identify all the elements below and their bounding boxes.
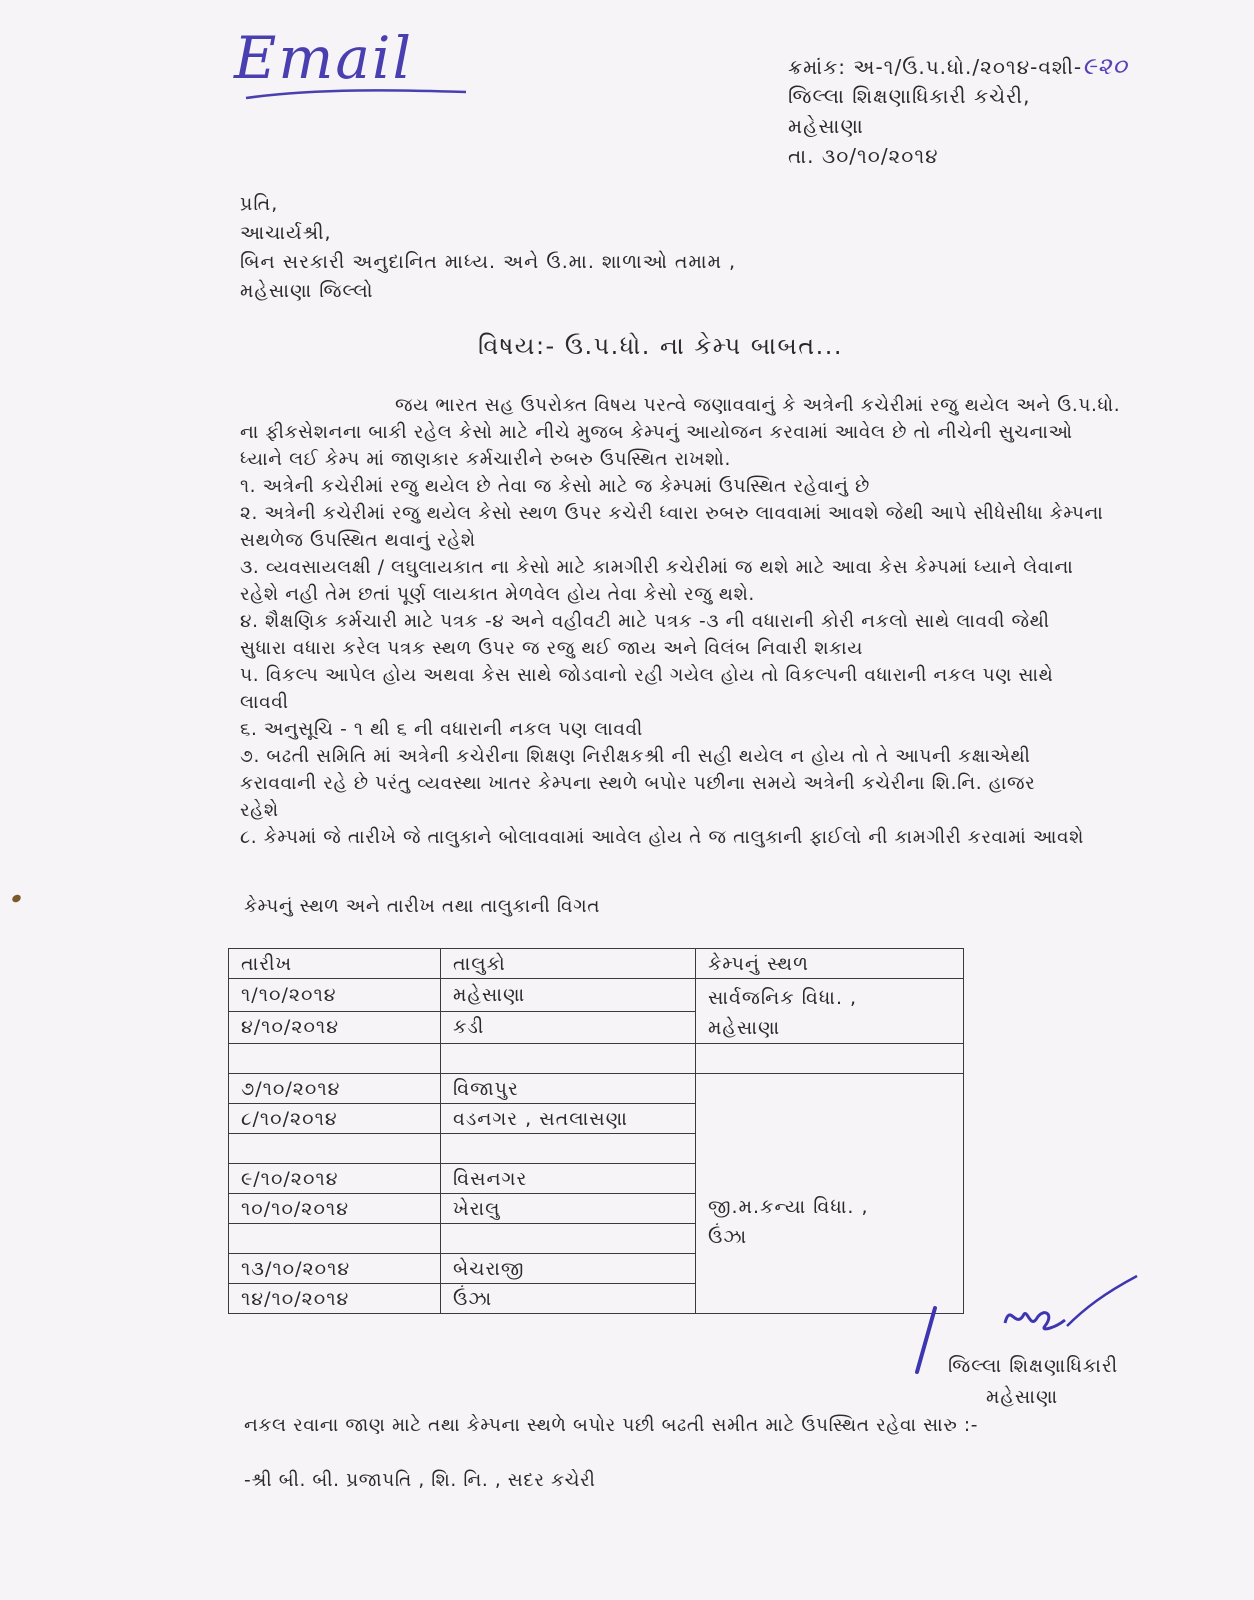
cell-date (229, 1044, 441, 1074)
intro-line: જય ભારત સહ ઉપરોક્ત વિષય પરત્વે જણાવવાનું કે અત્રેની કચેરીમાં રજુ થયેલ અને ઉ.પ.ધો. (395, 395, 1121, 416)
instruction-line: ૨. અત્રેની કચેરીમાં રજુ થયેલ કેસો સ્થળ ઉપર કચેરી ધ્વારા રુબરુ લાવવામાં આવશે જેથી આપે સીધેસીધા કેમ્પના (240, 503, 1104, 524)
camp-place-line: મહેસાણા (708, 1017, 781, 1039)
header-camp-place: કેમ્પનું સ્થળ (696, 949, 964, 979)
table-caption: કેમ્પનું સ્થળ અને તારીખ તથા તાલુકાની વિગત (244, 896, 601, 917)
cell-date (229, 1134, 441, 1164)
email-stamp (228, 10, 478, 105)
cell-camp-place-empty (696, 1044, 964, 1074)
ink-mark (11, 893, 22, 904)
copy-note: નકલ રવાના જાણ માટે તથા કેમ્પના સ્થળે બપોર પછી બઢતી સમીત માટે ઉપસ્થિત રહેવા સારુ :- (244, 1415, 979, 1436)
cell-date: ૪/૧૦/૨૦૧૪ (229, 1011, 441, 1044)
camp-schedule-table (228, 948, 964, 1314)
instruction-line: ૪. શૈક્ષણિક કર્મચારી માટે પત્રક -૪ અને વહીવટી માટે પત્રક -૩ ની વધારાની કોરી નકલો સાથે લાવવી જેથી (240, 611, 1050, 632)
email-handwriting: Email (234, 24, 414, 92)
instruction-line: ૧. અત્રેની કચેરીમાં રજુ થયેલ છે તેવા જ કેસો માટે જ કેમ્પમાં ઉપસ્થિત રહેવાનું છે (240, 476, 870, 497)
office-city: મહેસાણા (788, 114, 864, 138)
instruction-line: લાવવી (240, 692, 289, 713)
table-row-spacer (229, 1044, 964, 1074)
instruction-line: ૭. બઢતી સમિતિ માં અત્રેની કચેરીના શિક્ષણ નિરીક્ષકશ્રી ની સહી થયેલ ન હોય તો તે આપની કક્ષાએથી (240, 746, 1031, 767)
cell-taluka (441, 1134, 696, 1164)
cell-taluka: વડનગર , સતલાસણા (441, 1104, 696, 1134)
camp-place-line: જી.મ.કન્યા વિધા. , (708, 1196, 869, 1218)
cell-date: ૧/૧૦/૨૦૧૪ (229, 979, 441, 1012)
cell-date: ૯/૧૦/૨૦૧૪ (229, 1164, 441, 1194)
instruction-line: સુધારા વધારા કરેલ પત્રક સ્થળ ઉપર જ રજુ થઈ જાય અને વિલંબ નિવારી શકાય (240, 638, 863, 659)
signatory-city: મહેસાણા (986, 1386, 1059, 1408)
recipient-line: બિન સરકારી અનુદાનિત માધ્ય. અને ઉ.મા. શાળાઓ તમામ , (240, 251, 737, 273)
instruction-line: ૫. વિકલ્પ આપેલ હોય અથવા કેસ સાથે જોડવાનો રહી ગયેલ હોય તો વિકલ્પની વધારાની નકલ પણ સાથે (240, 665, 1054, 686)
table-row (229, 1074, 964, 1104)
cell-date: ૧૪/૧૦/૨૦૧૪ (229, 1284, 441, 1314)
instruction-line: કરાવવાની રહે છે પરંતુ વ્યવસ્થા ખાતર કેમ્પના સ્થળે બપોર પછીના સમયે અત્રેની કચેરીના શિ.નિ. હાજર (240, 773, 1036, 794)
instruction-line: સથળેજ ઉપસ્થિત થવાનું રહેશે (240, 530, 476, 551)
cell-date: ૧૦/૧૦/૨૦૧૪ (229, 1194, 441, 1224)
instruction-line: ૬. અનુસૂચિ - ૧ થી ૬ ની વધારાની નકલ પણ લાવવી (240, 719, 643, 740)
office-name: જિલ્લા શિક્ષણાધિકારી કચેરી, (788, 84, 1031, 108)
intro-line: ધ્યાને લઈ કેમ્પ માં જાણકાર કર્મચારીને રુબરુ ઉપસ્થિત રાખશો. (240, 449, 732, 470)
reference-line (788, 52, 1128, 81)
signatory-title: જિલ્લા શિક્ષણાધિકારી (948, 1355, 1119, 1377)
table-header-row (229, 949, 964, 979)
cell-camp-place-1 (696, 979, 964, 1044)
recipient-line: મહેસાણા જિલ્લો (240, 280, 374, 302)
cell-taluka: મહેસાણા (441, 979, 696, 1012)
letter-date: તા. ૩૦/૧૦/૨૦૧૪ (788, 144, 939, 168)
instruction-line: ૩. વ્યવસાયલક્ષી / લઘુલાયકાત ના કેસો માટે કામગીરી કચેરીમાં જ થશે માટે આવા કેસ કેમ્પમાં ધ્યાને લેવાના (240, 557, 1074, 578)
cell-taluka (441, 1224, 696, 1254)
cell-taluka: ખેરાલુ (441, 1194, 696, 1224)
cc-line: -શ્રી બી. બી. પ્રજાપતિ , શિ. નિ. , સદર કચેરી (244, 1470, 596, 1491)
instruction-line: રહેશે નહી તેમ છતાં પૂર્ણ લાયકાત મેળવેલ હોય તેવા કેસો રજુ થશે. (240, 584, 755, 605)
cell-date: ૭/૧૦/૨૦૧૪ (229, 1074, 441, 1104)
reference-prefix: ક્રમાંક: અ-૧/ઉ.પ.ધો./૨૦૧૪-વશી- (788, 55, 1083, 79)
cell-taluka: બેચરાજી (441, 1254, 696, 1284)
header-date: તારીખ (229, 949, 441, 979)
recipient-block (240, 190, 736, 306)
subject-heading: વિષય:- ઉ.પ.ધો. ના કેમ્પ બાબત... (478, 332, 844, 360)
cell-date: ૧૩/૧૦/૨૦૧૪ (229, 1254, 441, 1284)
instruction-line: રહેશે (240, 800, 279, 821)
recipient-line: આચાર્યશ્રી, (240, 222, 332, 244)
reference-number: ૯૨૦ (1082, 52, 1128, 80)
recipient-line: પ્રતિ, (240, 193, 279, 215)
header-taluka: તાલુકો (441, 949, 696, 979)
cell-taluka: વિજાપુર (441, 1074, 696, 1104)
cell-date: ૮/૧૦/૨૦૧૪ (229, 1104, 441, 1134)
instruction-line: ૮. કેમ્પમાં જે તારીખે જે તાલુકાને બોલાવવામાં આવેલ હોય તે જ તાલુકાની ફાઈલો ની કામગીરી કરવામાં આવશે (240, 827, 1084, 848)
cell-taluka: વિસનગર (441, 1164, 696, 1194)
camp-place-line: સાર્વજનિક વિધા. , (708, 987, 858, 1009)
cell-taluka (441, 1044, 696, 1074)
intro-line: ના ફીકસેશનના બાકી રહેલ કેસો માટે નીચે મુજબ કેમ્પનું આયોજન કરવામાં આવેલ છે તો નીચેની સુચનાઓ (240, 422, 1073, 443)
table-row (229, 979, 964, 1012)
camp-place-line: ઉંઝા (708, 1226, 748, 1248)
cell-date (229, 1224, 441, 1254)
cell-taluka: કડી (441, 1011, 696, 1044)
letter-body (240, 392, 1230, 851)
cell-taluka: ઉંઝા (441, 1284, 696, 1314)
